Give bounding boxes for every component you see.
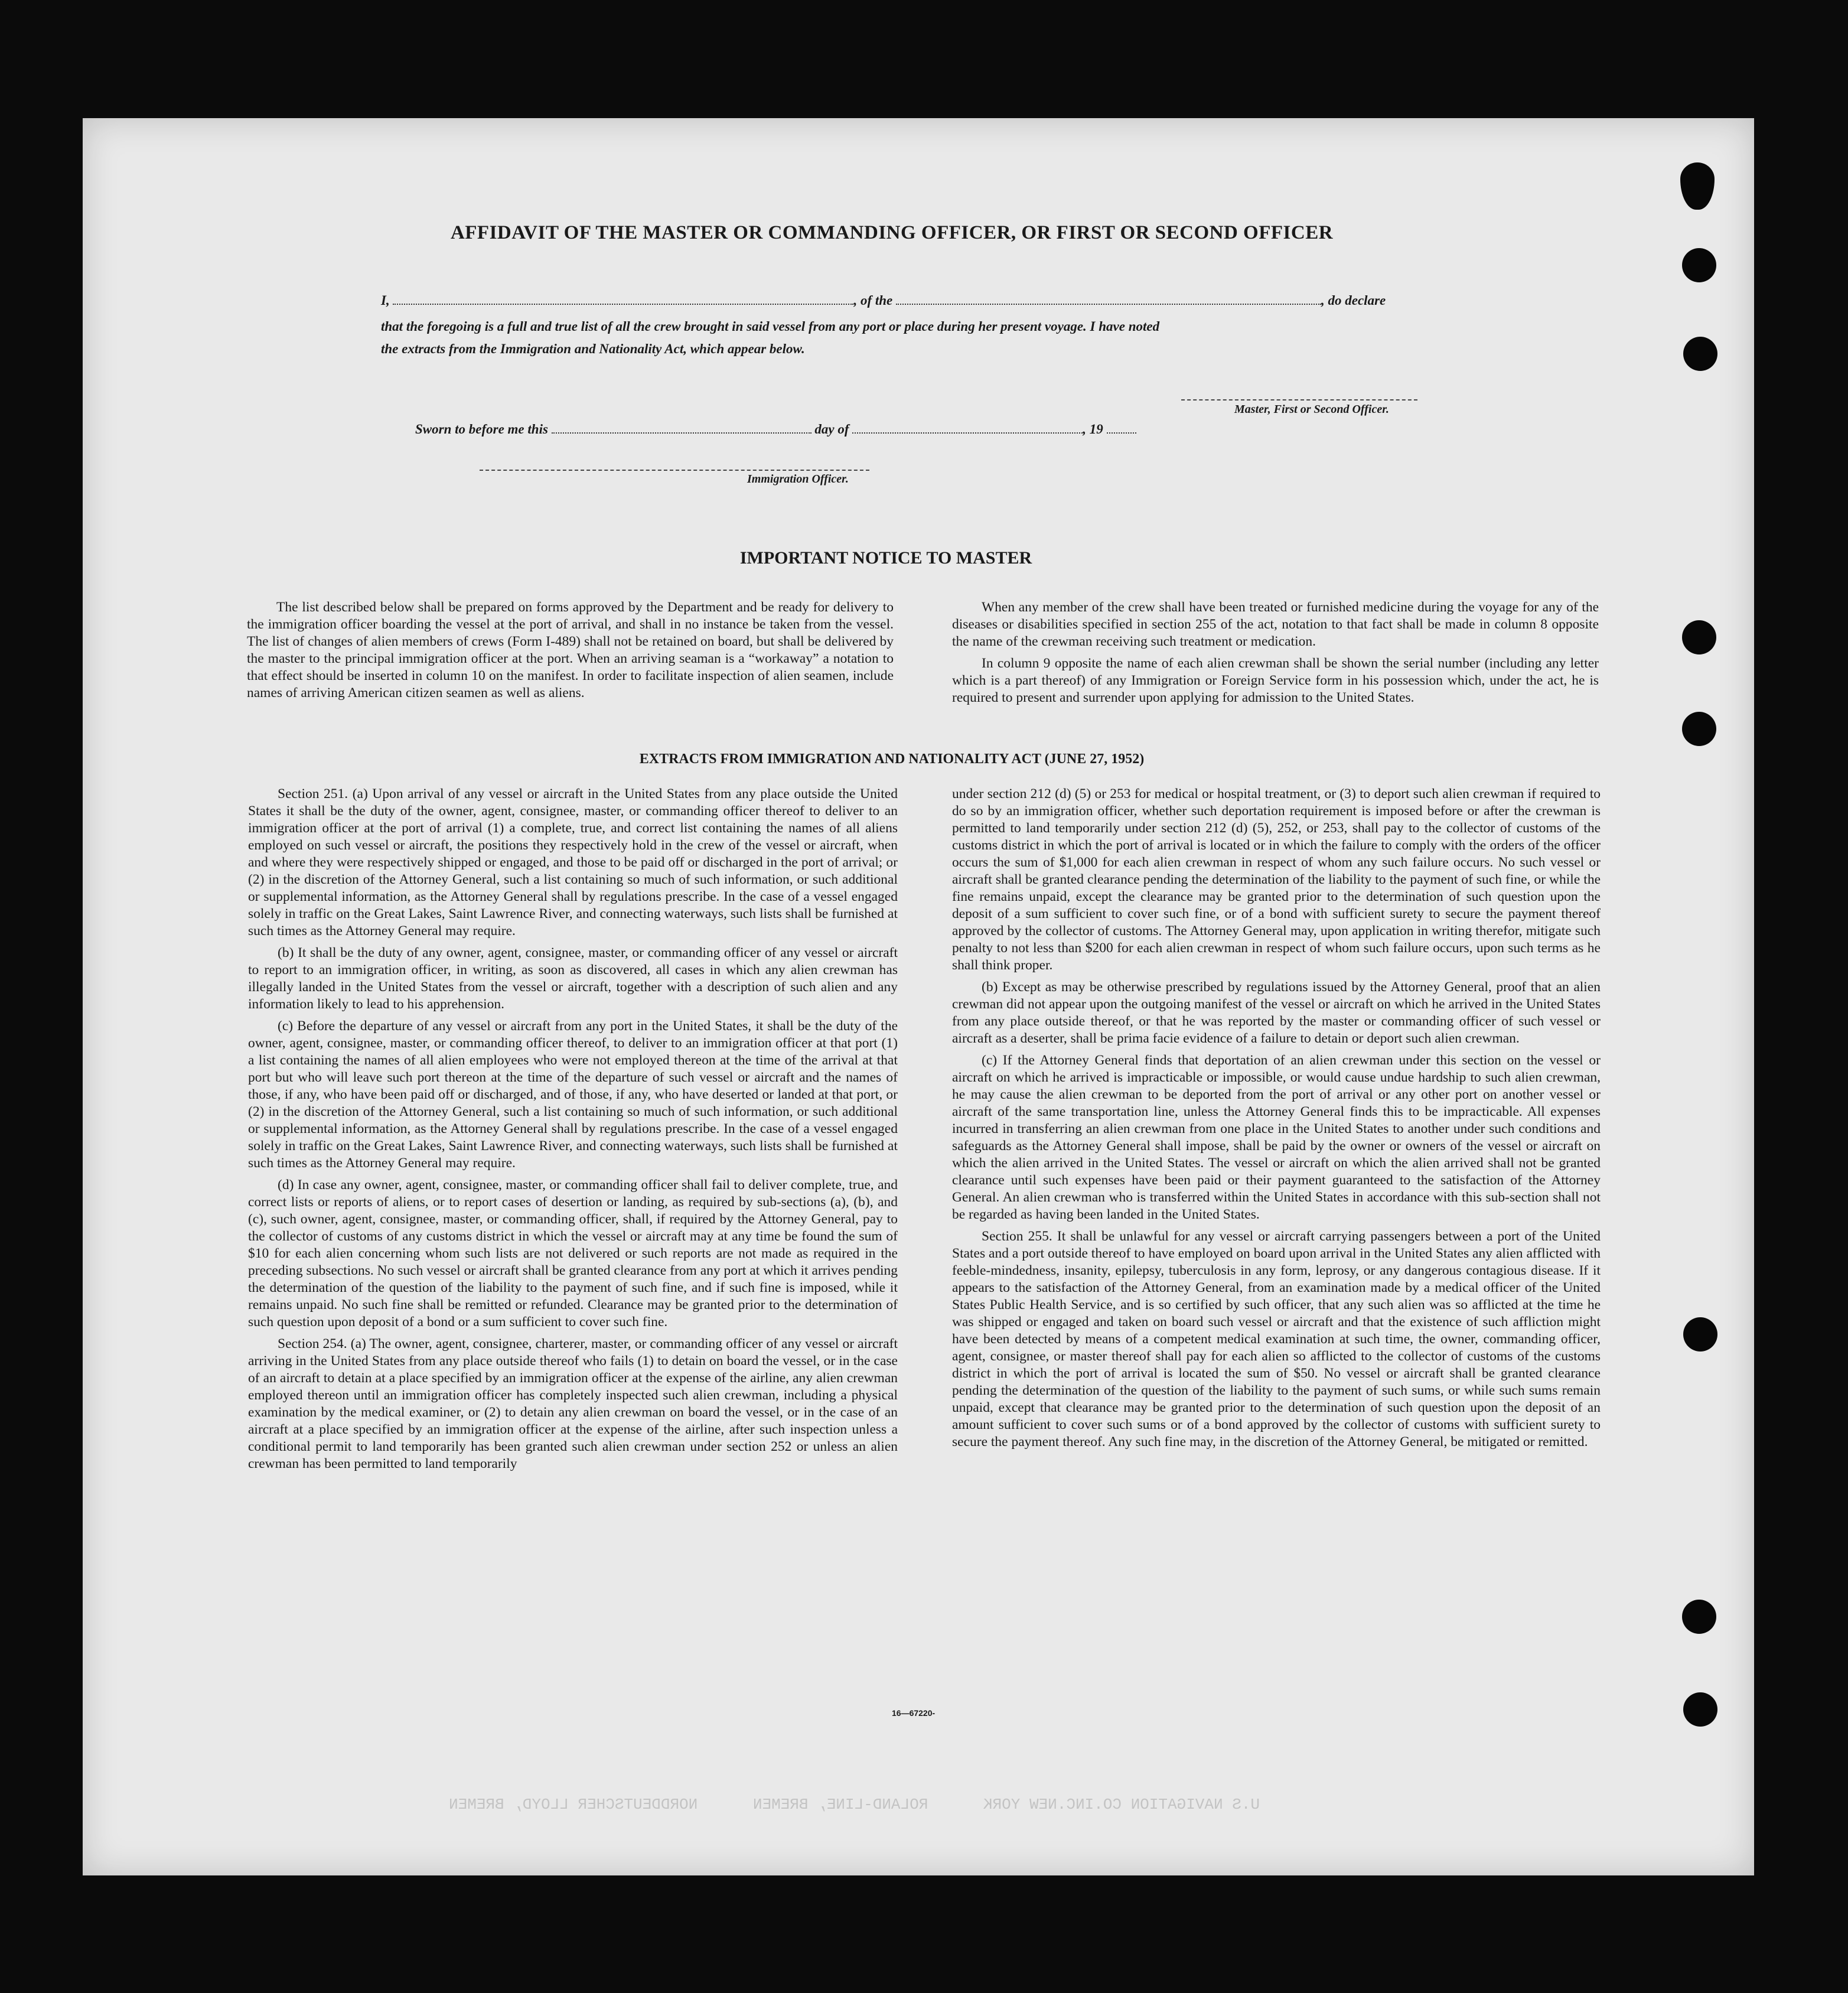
- section-251-d: (d) In case any owner, agent, consignee, master, or commanding officer shall fail to deliver complete, true, and correct lists or reports of aliens, or to report cases of desertion or landing, as required by sub-sections (a), (b), and (c), such owner, agent, consignee, master, or commanding officer, shall, if required by the Attorney General, pay to the collector of customs of any customs district in which the vessel or aircraft may at any time be found the sum of $10 for each alien concerning whom such lists are not delivered or such reports are not made as required in the preceding subsections. No such vessel or aircraft shall be granted clearance from any port at which it arrives pending the determination of the question of the liability to the payment of such fine, and if such fine is imposed, while it remains unpaid. No such fine shall be remitted or refunded. Clearance may be granted prior to the determination of such question upon deposit of a bond or a sum sufficient to cover such fine.: [248, 1177, 898, 1330]
- sworn-line: [415, 422, 1195, 437]
- print-code: 16—67220-: [892, 1708, 936, 1718]
- extracts-left-column: [248, 786, 898, 1477]
- notice-right-paragraph-1: When any member of the crew shall have been treated or furnished medicine during the voyage for any of the diseases or disabilities specified in section 255 of the act, notation to that fact shall be made in column 8 opposite the name of the crewman receiving such treatment or medication.: [952, 600, 1599, 649]
- section-254-b: (b) Except as may be otherwise prescribed by regulations issued by the Attorney General, proof that an alien crewman did not appear upon the outgoing manifest of the vessel or aircraft on which he arrived in the United States from any place outside thereof, or that he was reported by the master or commanding officer of such vessel or aircraft as a deserter, shall be prima facie evidence of a failure to detain or deport such alien crewman.: [952, 979, 1601, 1046]
- immigration-officer-signature-line[interactable]: [480, 470, 869, 471]
- affidavit-declaration-line: [381, 293, 1453, 308]
- section-251-b: (b) It shall be the duty of any owner, agent, consignee, master, or commanding officer of any vessel or aircraft to report to an immigration officer, in writing, as soon as discovered, all cases in which any alien crewman has illegally landed in the United States from the vessel or aircraft, together with a description of such alien and any information likely to lead to his apprehension.: [248, 945, 898, 1012]
- notice-right-paragraph-2: In column 9 opposite the name of each alien crewman shall be shown the serial number (including any letter which is a part thereof) of any Immigration or Foreign Service form in his possession which, under the act, he is required to present and surrender upon applying for admission to the United States.: [952, 656, 1599, 705]
- notice-left-paragraph: The list described below shall be prepared on forms approved by the Department and be ready for delivery to the immigration officer boarding the vessel at the port of arrival, and shall in no instance be taken from the vessel. The list of changes of alien members of crews (Form I-489) shall not be retained on board, but shall be delivered by the master to the principal immigration officer at the port. When an arriving seaman is a “workaway” a notation to that effect should be inserted in column 10 on the manifest. In order to facilitate inspection of alien seamen, include names of arriving American citizen seamen as well as aliens.: [247, 600, 894, 701]
- section-255: Section 255. It shall be unlawful for any vessel or aircraft carrying passengers between a port of the United States and a port outside thereof to have employed on board upon arrival in the United States any alien afflicted with feeble-mindedness, insanity, epilepsy, tuberculosis in any form, leprosy, or any dangerous contagious disease. If it appears to the satisfaction of the Attorney General, from an examination made by a medical officer of the United States Public Health Service, and is so certified by such officer, that any such alien was so afflicted at the time he was shipped or engaged and taken on board such vessel or aircraft and that the existence of such affliction might have been detected by means of a competent medical examination at such time, the owner, commanding officer, agent, consignee, or master thereof shall pay for each alien so afflicted to the collector of customs of the customs district in which the port of arrival is located the sum of $50. No vessel or aircraft shall be granted clearance pending the determination of the question of the liability to the payment of such sums, or while such sums remain unpaid, except that clearance may be granted prior to the determination of such question upon the deposit of an amount sufficient to cover such sums or of a bond approved by the collector of customs with sufficient surety to secure the payment thereof. Any such fine may, in the discretion of the Attorney General, be mitigated or remitted.: [952, 1229, 1601, 1450]
- sworn-label: Sworn to before me this: [415, 422, 548, 437]
- binder-hole-icon: [1682, 620, 1716, 654]
- notice-left-column: [247, 599, 894, 706]
- i-label: I,: [381, 293, 390, 308]
- of-the-label: , of the: [853, 293, 893, 308]
- binder-hole-icon: [1682, 248, 1716, 282]
- binder-hole-icon: [1683, 337, 1717, 371]
- affidavit-line-2: that the foregoing is a full and true list of all the crew brought in said vessel from any port or place during her present voyage. I have noted: [381, 319, 1160, 334]
- master-caption: Master, First or Second Officer.: [1234, 403, 1389, 416]
- notice-title: IMPORTANT NOTICE TO MASTER: [739, 548, 1032, 568]
- do-declare-label: , do declare: [1321, 293, 1386, 308]
- binder-hole-icon: [1683, 1317, 1717, 1352]
- month-blank[interactable]: [852, 426, 1083, 434]
- vessel-blank[interactable]: [896, 298, 1321, 305]
- section-254-a-continued: under section 212 (d) (5) or 253 for medical or hospital treatment, or (3) to deport such alien crewman if required to do so by an immigration officer, whether such deportation requirement is imposed before or after the crewman is permitted to land temporarily under section 212 (d) (5), 252, or 253, shall pay to the collector of customs of the customs district in which the port of arrival is located or in which the failure to comply with the orders of the officer occurs the sum of $1,000 for each alien crewman in respect of whom any such failure occurs. No such vessel or aircraft shall be granted clearance pending the determination of the liability to the payment of such fine, or while the fine remains unpaid, except the clearance may be granted prior to the determination of such question upon the deposit of a sum sufficient to cover such fine, or of a bond with sufficient surety to secure the payment thereof approved by the collector of customs. The Attorney General may, upon application in writing therefor, mitigate such penalty to not less than $200 for each alien crewman in respect of whom such failure occurs, upon such terms as he shall think proper.: [952, 786, 1601, 973]
- name-blank[interactable]: [393, 298, 853, 305]
- binder-hole-icon: [1683, 1692, 1717, 1727]
- section-251-c: (c) Before the departure of any vessel or aircraft from any port in the United States, it shall be the duty of the owner, agent, consignee, master, or commanding officer thereof, to deliver to an immigration officer at that port (1) a list containing the names of all alien employees who were not employed thereon at the time of the arrival at that port but who will leave such port thereon at the time of the departure of such vessel or aircraft and the names of those, if any, who have been paid off or discharged, and of those, if any, who have deserted or landed at that port, or (2) in the discretion of the Attorney General, such a list containing so much of such information, or such additional or supplemental information, as the Attorney General shall by regulations prescribe. In the case of a vessel engaged solely in traffic on the Great Lakes, Saint Lawrence River, and connecting waterways, such lists shall be furnished at such times as the Attorney General may require.: [248, 1018, 898, 1171]
- extracts-right-column: [952, 786, 1601, 1455]
- bleed-through-text: U.S NAVIGATION CO.INC.NEW YORK ROLAND-LINE, BREMEN NORDDEUTSCHER LLOYD, BREMEN: [449, 1796, 1260, 1813]
- affidavit-line-3: the extracts from the Immigration and Nationality Act, which appear below.: [381, 341, 805, 356]
- affidavit-title: AFFIDAVIT OF THE MASTER OR COMMANDING OFFICER, OR FIRST OR SECOND OFFICER: [450, 222, 1334, 243]
- master-signature-line[interactable]: [1181, 399, 1417, 400]
- section-254-c: (c) If the Attorney General finds that deportation of an alien crewman under this section on the vessel or aircraft on which he arrived is impracticable or impossible, or would cause undue hardship to such alien crewman, he may cause the alien crewman to be deported from the port of arrival or any other port on another vessel or aircraft of the same transportation line, unless the Attorney General finds this to be impracticable. All expenses incurred in transferring an alien crewman from one place in the United States to another under such conditions and safeguards as the Attorney General shall impose, shall be paid by the owner or owners of the vessel or aircraft on which the alien arrived in the United States. The vessel or aircraft on which the alien arrived shall not be granted clearance until such expenses have been paid or their payment guaranteed to the satisfaction of the Attorney General. An alien crewman who is transferred within the United States in accordance with this sub-section shall not be regarded as having been landed in the United States.: [952, 1053, 1601, 1222]
- notice-right-column: [952, 599, 1599, 711]
- extracts-title: EXTRACTS FROM IMMIGRATION AND NATIONALITY ACT (JUNE 27, 1952): [639, 751, 1145, 767]
- section-251-a: Section 251. (a) Upon arrival of any vessel or aircraft in the United States from any place outside the United States it shall be the duty of the owner, agent, consignee, master, or commanding officer thereof to deliver to an immigration officer at the port of arrival (1) a complete, true, and correct list containing the names of all aliens employed on such vessel or aircraft, the positions they respectively hold in the crew of the vessel or aircraft, when and where they were respectively shipped or engaged, and those to be paid off or discharged in the port of arrival; or (2) in the discretion of the Attorney General, such a list containing so much of such information, or such additional or supplemental information, as the Attorney General shall by regulations prescribe. In the case of a vessel engaged solely in traffic on the Great Lakes, Saint Lawrence River, and connecting waterways, such lists shall be furnished at such times as the Attorney General may require.: [248, 786, 898, 939]
- day-blank[interactable]: [552, 426, 811, 434]
- section-254-a: Section 254. (a) The owner, agent, consignee, charterer, master, or commanding officer of any vessel or aircraft arriving in the United States from any place outside thereof who fails (1) to detain on board the vessel, or in the case of an aircraft to detain at a place specified by an immigration officer at the expense of the airline, any alien crewman employed thereon until an immigration officer has completely inspected such alien crewman, including a physical examination by the medical examiner, or (2) to detain any alien crewman on board the vessel, or in the case of an aircraft at a place specified by an immigration officer at the expense of the airline, after such inspection unless a conditional permit to land temporarily has been granted such alien crewman under section 252 or unless an alien crewman has been permitted to land temporarily: [248, 1336, 898, 1471]
- day-of-label: day of: [814, 422, 849, 437]
- year-blank[interactable]: [1107, 426, 1136, 434]
- binder-hole-icon: [1682, 1600, 1716, 1634]
- binder-hole-icon: [1682, 712, 1716, 746]
- immigration-officer-caption: Immigration Officer.: [747, 473, 849, 486]
- year-label: , 19: [1083, 422, 1103, 437]
